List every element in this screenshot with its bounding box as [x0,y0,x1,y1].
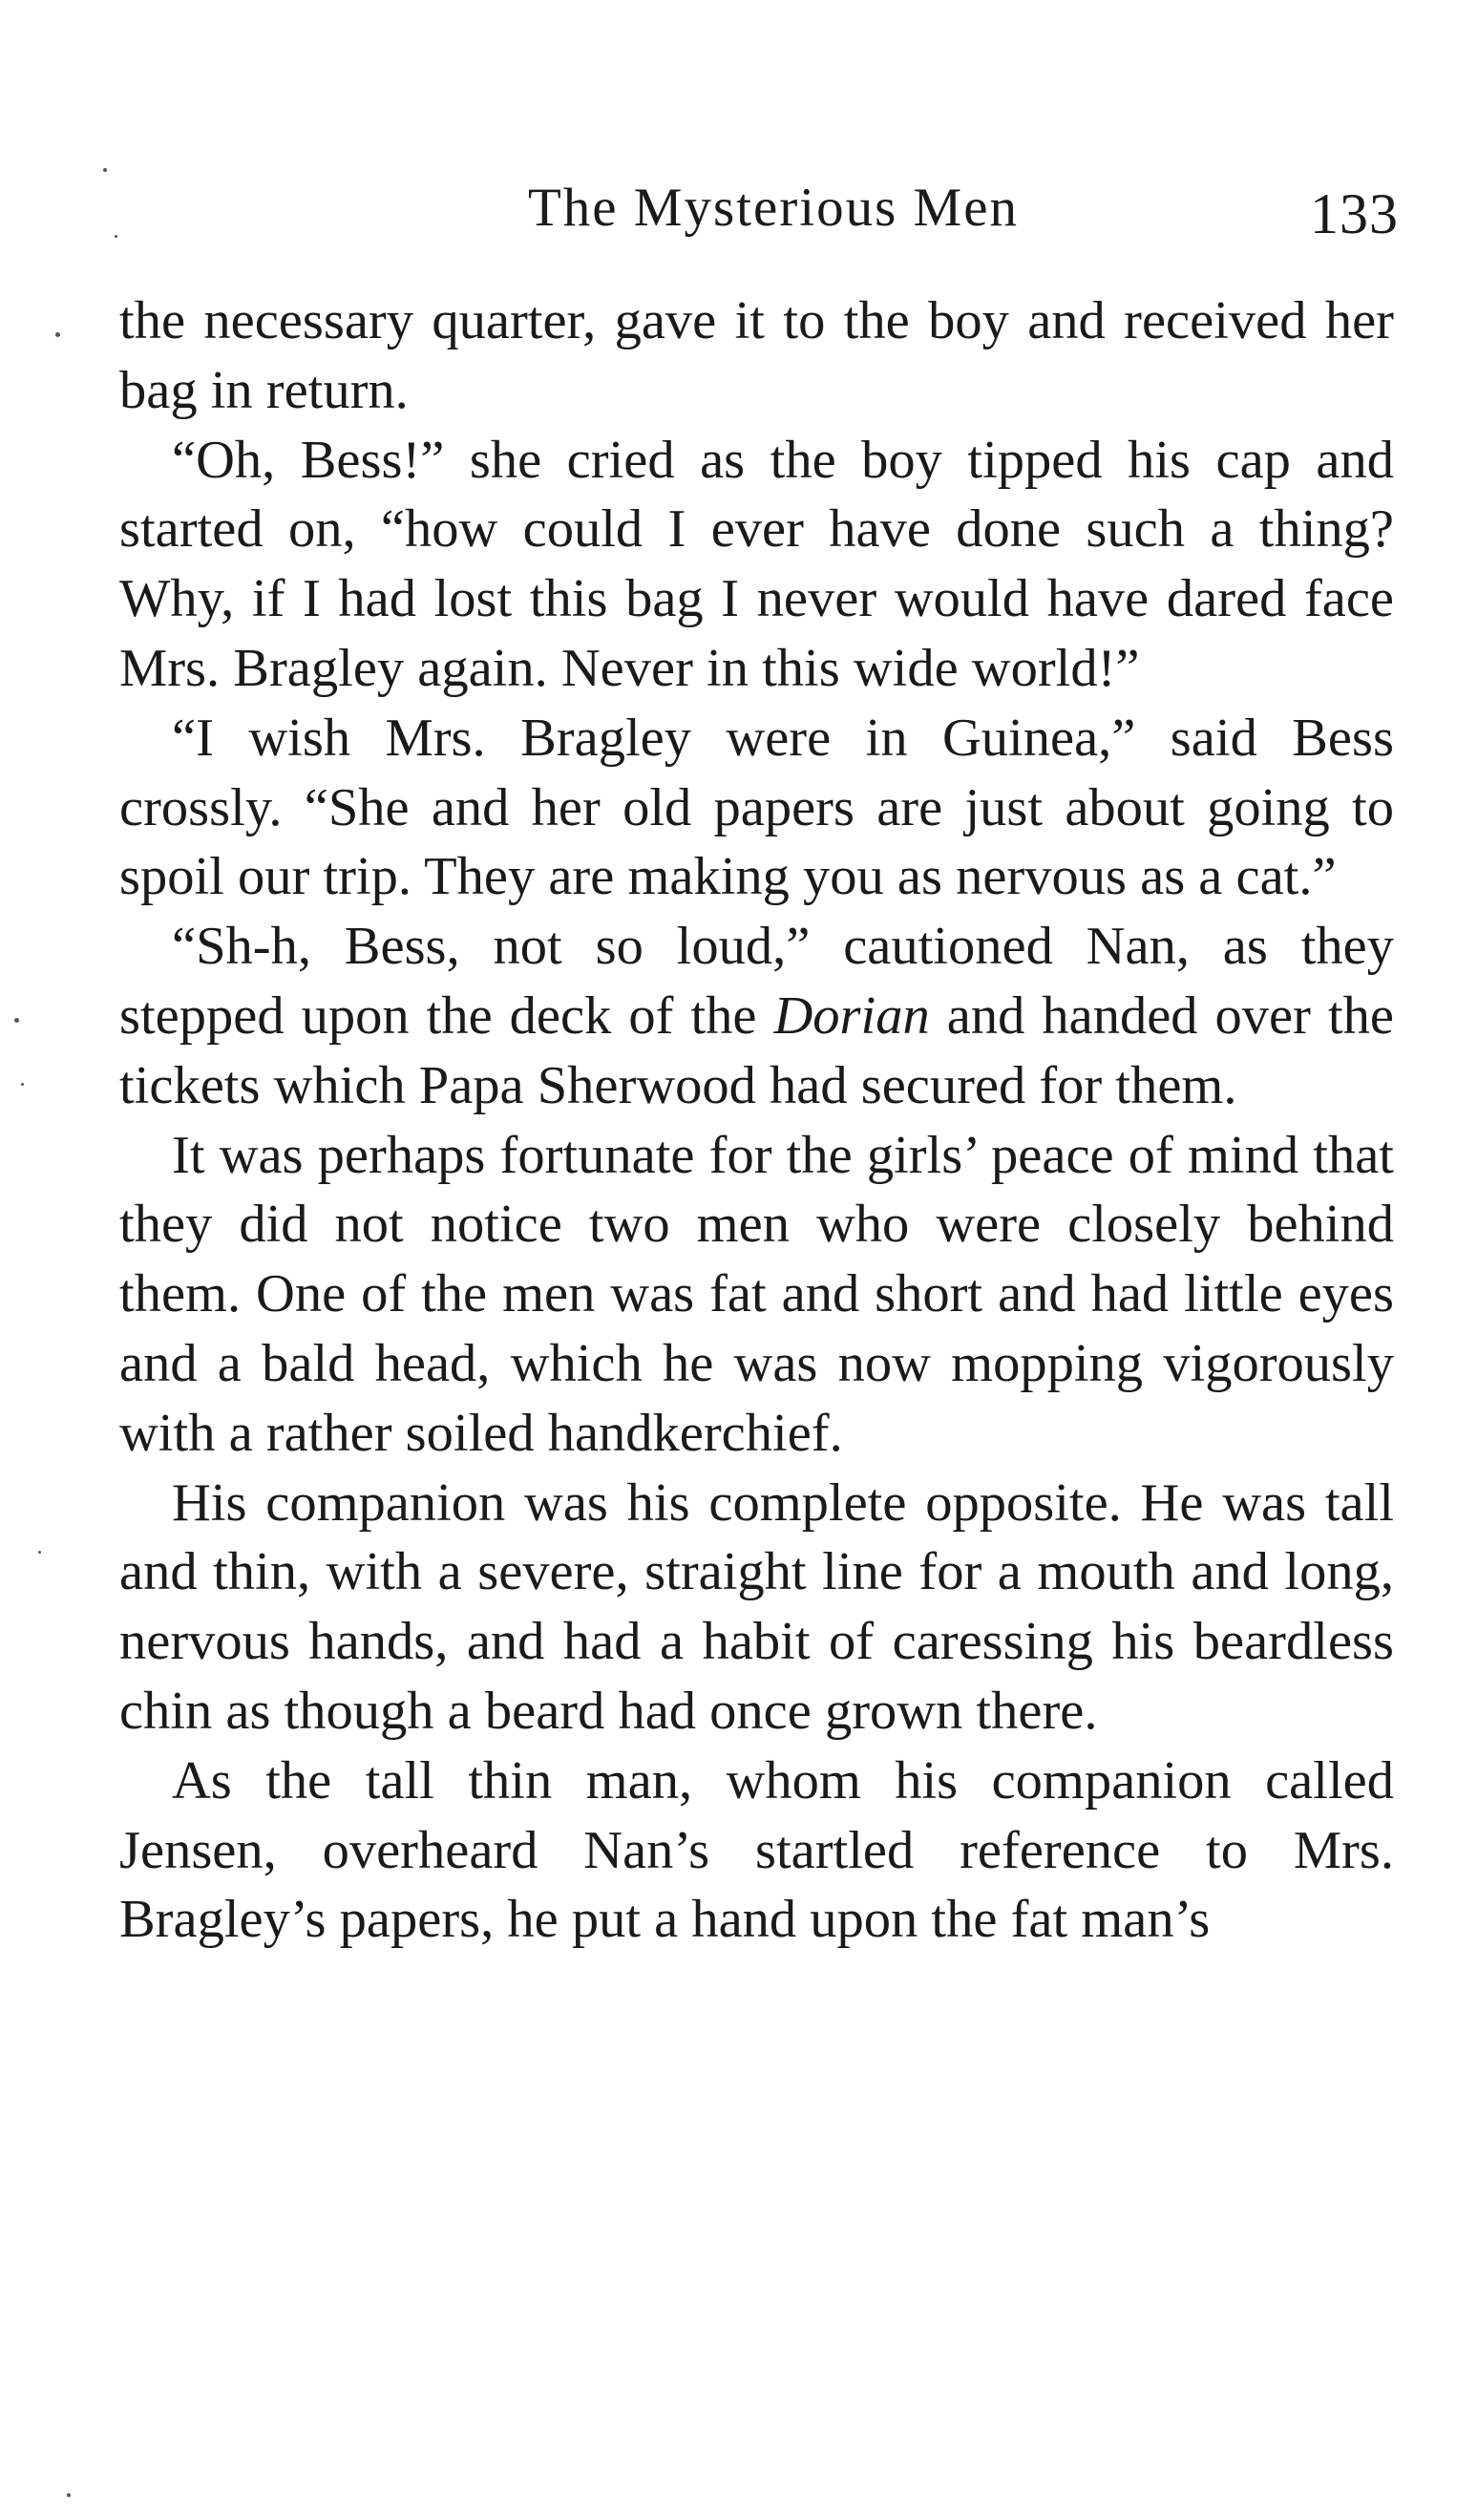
paragraph: “Oh, Bess!” she cried as the boy tipped his cap and started on, “how could I ever have done such a thing? Why, if I had lost this bag I never would have dared face Mrs. Bragley again. Never in this wide world!” [119,430,1394,698]
paragraph-text: “Sh-h, Bess, not so loud,” cautioned Nan, as they stepped upon the deck of the [119,917,1394,1046]
running-head [119,170,1399,246]
paragraph [119,912,1394,1120]
print-speck [38,1551,41,1554]
paragraph-text: and handed over the tickets which Papa Sherwood had secured for them. [119,985,1394,1115]
print-speck [14,1018,19,1023]
print-speck [21,1083,24,1086]
running-title: The Mysterious Men [527,178,1020,238]
print-speck [115,235,117,238]
paragraph: As the tall thin man, whom his companion called Jensen, overheard Nan’s startled reference to Mrs. Bragley’s papers, he put a hand upon the fat man’s [119,1750,1394,1950]
paragraph: His companion was his complete opposite. He was tall and thin, with a severe, straight line for a mouth and long, nervous hands, and had a habit of caressing his beardless chin as though a beard had once grown there. [119,1472,1394,1741]
ship-name: Dorian [773,985,930,1046]
print-speck [67,2493,71,2497]
print-speck [55,332,60,337]
page-number: 133 [1310,182,1399,245]
paragraph: “I wish Mrs. Bragley were in Guinea,” said Bess crossly. “She and her old papers are just about going to spoil our trip. They are making you as nervous as a cat.” [119,708,1394,907]
print-speck [103,168,107,172]
paragraph: It was perhaps fortunate for the girls’ peace of mind that they did not notice two men who were closely behind them. One of the men was fat and short and had little eyes and a bald head, which he was now mopping vigorously with a rather soiled handkerchief. [119,1125,1394,1463]
body-text [119,286,1394,1955]
paragraph: the necessary quarter, gave it to the boy and received her bag in return. [119,291,1394,420]
